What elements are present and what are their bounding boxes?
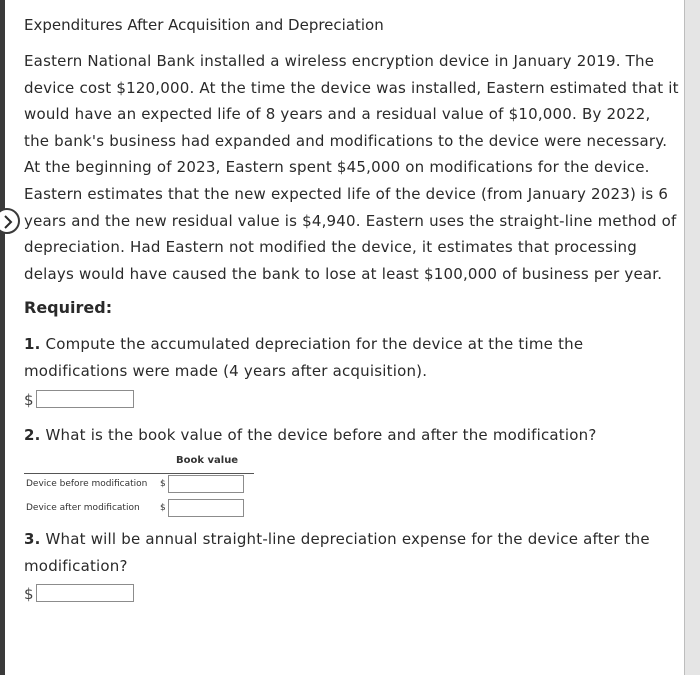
paragraph-line: At the beginning of 2023, Eastern spent $45,000 on modifications for the device.: [24, 158, 650, 177]
question-1-number: 1.: [24, 335, 41, 353]
paragraph-line: would have an expected life of 8 years and a residual value of $10,000. By 2022,: [24, 105, 651, 124]
paragraph-line: years and the new residual value is $4,940. Eastern uses the straight-line method of: [24, 211, 677, 230]
annual-depreciation-input[interactable]: [36, 584, 134, 602]
left-border: [0, 0, 5, 675]
question-3-number: 3.: [24, 530, 41, 548]
currency-symbol: $: [160, 479, 166, 489]
question-1-line1: Compute the accumulated depreciation for the device at the time the: [40, 335, 584, 353]
currency-symbol: $: [24, 585, 34, 603]
scrollbar-track[interactable]: [684, 0, 700, 675]
book-value-before-input[interactable]: [168, 475, 244, 493]
page-title: Expenditures After Acquisition and Depreciation: [24, 16, 384, 34]
expand-button[interactable]: [0, 208, 20, 234]
question-2-line1: What is the book value of the device before and after the modification?: [40, 426, 597, 444]
paragraph-line: device cost $120,000. At the time the device was installed, Eastern estimated that it: [24, 78, 679, 97]
book-value-header: Book value: [176, 455, 239, 466]
paragraph-line: the bank's business had expanded and modifications to the device were necessary.: [24, 131, 668, 150]
paragraph-line: Eastern National Bank installed a wireless encryption device in January 2019. The: [24, 52, 655, 70]
question-3-line1: What will be annual straight-line depreciation expense for the device after the: [40, 530, 650, 548]
paragraph-line: delays would have caused the bank to lose at least $100,000 of business per year.: [24, 264, 663, 283]
accumulated-depreciation-input[interactable]: [36, 390, 134, 408]
question-1-line2: modifications were made (4 years after acquisition).: [24, 361, 428, 380]
row-label: Device before modification: [26, 479, 148, 489]
table-header: [24, 455, 254, 474]
paragraph-line: Eastern estimates that the new expected life of the device (from January 2023) is 6: [24, 184, 669, 203]
question-3-text: [24, 526, 650, 579]
question-2-text: [24, 422, 596, 449]
question-2-number: 2.: [24, 426, 41, 444]
paragraph-line: depreciation. Had Eastern not modified the device, it estimates that processing: [24, 238, 637, 257]
table-row: [24, 498, 254, 518]
chevron-right-icon: [2, 215, 14, 229]
row-label: Device after modification: [26, 503, 140, 513]
currency-symbol: $: [160, 503, 166, 513]
question-1-text: [24, 331, 583, 384]
table-row: [24, 474, 254, 494]
book-value-after-input[interactable]: [168, 499, 244, 517]
currency-symbol: $: [24, 391, 34, 409]
required-heading: Required:: [24, 298, 113, 317]
problem-paragraph: [24, 48, 684, 287]
question-3-line2: modification?: [24, 556, 128, 575]
